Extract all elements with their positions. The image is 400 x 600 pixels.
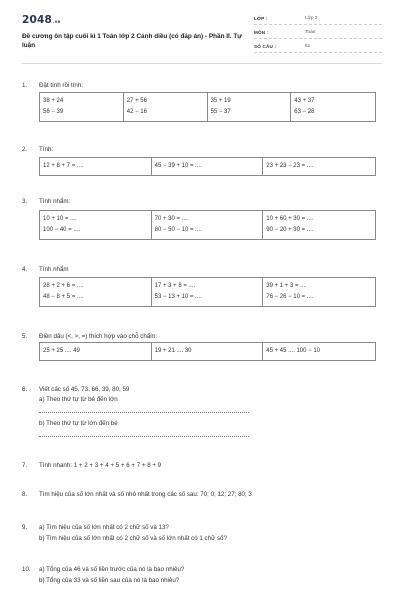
exercise-item: 100 − 40 = .... [43, 227, 81, 233]
meta-key: MÔN : [254, 29, 269, 35]
exercise-item: 63 − 28 [294, 109, 315, 115]
page-header [22, 14, 382, 58]
answer-line[interactable] [39, 412, 249, 413]
meta-value: Toán [305, 29, 316, 35]
table-cell [152, 278, 264, 306]
exercise-table [39, 277, 376, 307]
exercise-item: 70 + 30 = .... [154, 216, 189, 222]
exercise-table [39, 157, 376, 176]
question-label: Tìm hiệu của số lớn nhất và số nhỏ nhất trong các số sau: 70; 0; 12; 27; 80; 3 [39, 491, 252, 498]
meta-block [254, 14, 382, 56]
exercise-item: 45 − 39 + 10 = .... [154, 163, 202, 169]
question-label: Tính nhanh: 1 + 2 + 3 + 4 + 5 + 6 + 7 + 8 + 9 [39, 462, 162, 469]
table-cell [263, 211, 375, 239]
exercise-item: 45 + 45 .... 100 − 10 [266, 348, 320, 354]
question-number: 6. [22, 386, 28, 393]
table-cell [40, 278, 152, 306]
question-number: 1. [22, 82, 28, 89]
question-number: 3. [22, 198, 28, 205]
exercise-item: 90 − 20 + 30 = .... [266, 227, 314, 233]
exercise-item: 35 + 19 [210, 98, 231, 104]
table-cell [263, 343, 375, 360]
question-label: Viết các số 45, 73, 66, 39, 80, 59 [39, 386, 130, 393]
question-6 [22, 386, 382, 436]
question-number: 5. [22, 333, 28, 340]
question-label: Đặt tính rồi tính: [39, 82, 84, 89]
sub-question-a: a) Theo thứ tự từ bé đến lớn [39, 396, 118, 403]
exercise-item: 17 + 3 + 8 = .... [154, 283, 196, 289]
meta-row-subject [254, 28, 382, 39]
table-cell [263, 278, 375, 306]
exercise-item: 48 − 8 + 5 = .... [43, 294, 84, 300]
table-cell [40, 158, 152, 175]
document-title: Đề cương ôn tập cuối kì 1 Toán lớp 2 Cánh diều (có đáp án) - Phần II. Tự luận [22, 33, 242, 49]
meta-row-count [254, 42, 382, 53]
table-cell [40, 93, 124, 121]
meta-key: LỚP : [254, 15, 268, 21]
table-cell [291, 93, 375, 121]
question-number: 4. [22, 266, 28, 273]
exercise-item: 55 − 37 [210, 109, 231, 115]
exercise-table [39, 342, 376, 361]
exercise-item: 10 + 60 + 30 = .... [266, 216, 314, 222]
exercise-item: 23 + 23 − 23 = .... [266, 163, 314, 169]
exercise-item: 19 + 21 .... 30 [154, 348, 192, 354]
table-cell [40, 211, 152, 239]
question-label: Điền dấu (<, >, =) thích hợp vào chỗ chấm: [39, 333, 158, 340]
table-cell [152, 211, 264, 239]
question-label: Tính: [39, 146, 54, 153]
logo-text: 2048 [22, 14, 53, 26]
table-cell [40, 343, 152, 360]
exercise-item: 76 − 26 − 10 = .... [266, 294, 314, 300]
question-label: Tính nhẩm [39, 266, 69, 273]
sub-question-b: b) Tìm hiệu của số lớn nhất có 2 chữ số và số lớn nhất có 1 chữ số? [39, 535, 227, 542]
header-divider [22, 63, 382, 64]
meta-value: Lớp 2 [305, 15, 318, 21]
table-cell [208, 93, 292, 121]
exercise-item: 10 + 10 = .... [43, 216, 77, 222]
exercise-item: 38 + 24 [43, 98, 64, 104]
question-number: 2. [22, 146, 28, 153]
table-cell [152, 343, 264, 360]
sub-question-b: b) Tổng của 33 và số liền sau của nó là bao nhiêu? [39, 577, 180, 584]
sub-question-a: a) Tổng của 46 và số liền trước của nó là bao nhiêu? [39, 566, 185, 573]
exercise-item: 56 − 39 [43, 109, 64, 115]
exercise-item: 39 + 1 + 3 = .... [266, 283, 307, 289]
exercise-item: 80 − 50 − 10 = .... [154, 227, 202, 233]
meta-row-class [254, 14, 382, 25]
exercise-table [39, 92, 376, 122]
exercise-item: 28 + 2 + 6 = .... [43, 283, 84, 289]
exercise-item: 12 + 8 + 7 = .... [43, 163, 84, 169]
question-number: 8. [22, 491, 28, 498]
question-label: Tính nhẩm: [39, 198, 71, 205]
exercise-item: 42 − 16 [126, 109, 147, 115]
sub-question-a: a) Tìm hiệu của số lớn nhất có 2 chữ số và 13? [39, 524, 169, 531]
table-cell [263, 158, 375, 175]
table-cell [124, 93, 208, 121]
logo-suffix: .vn [53, 19, 61, 24]
meta-value: 51 [305, 43, 311, 49]
question-number: 10. [22, 566, 31, 573]
exercise-item: 27 + 56 [126, 98, 147, 104]
exercise-item: 43 + 37 [294, 98, 315, 104]
question-number: 9. [22, 524, 28, 531]
question-number: 7. [22, 462, 28, 469]
sub-question-b: b) Theo thứ tự từ lớn đến bé [39, 420, 118, 427]
exercise-item: 25 + 25 .... 49 [43, 348, 80, 354]
exercise-table [39, 210, 376, 240]
table-cell [152, 158, 264, 175]
answer-line[interactable] [39, 436, 249, 437]
exercise-item: 53 − 13 + 10 = .... [154, 294, 202, 300]
site-logo[interactable] [22, 14, 61, 26]
meta-key: SỐ CÂU : [254, 43, 277, 49]
